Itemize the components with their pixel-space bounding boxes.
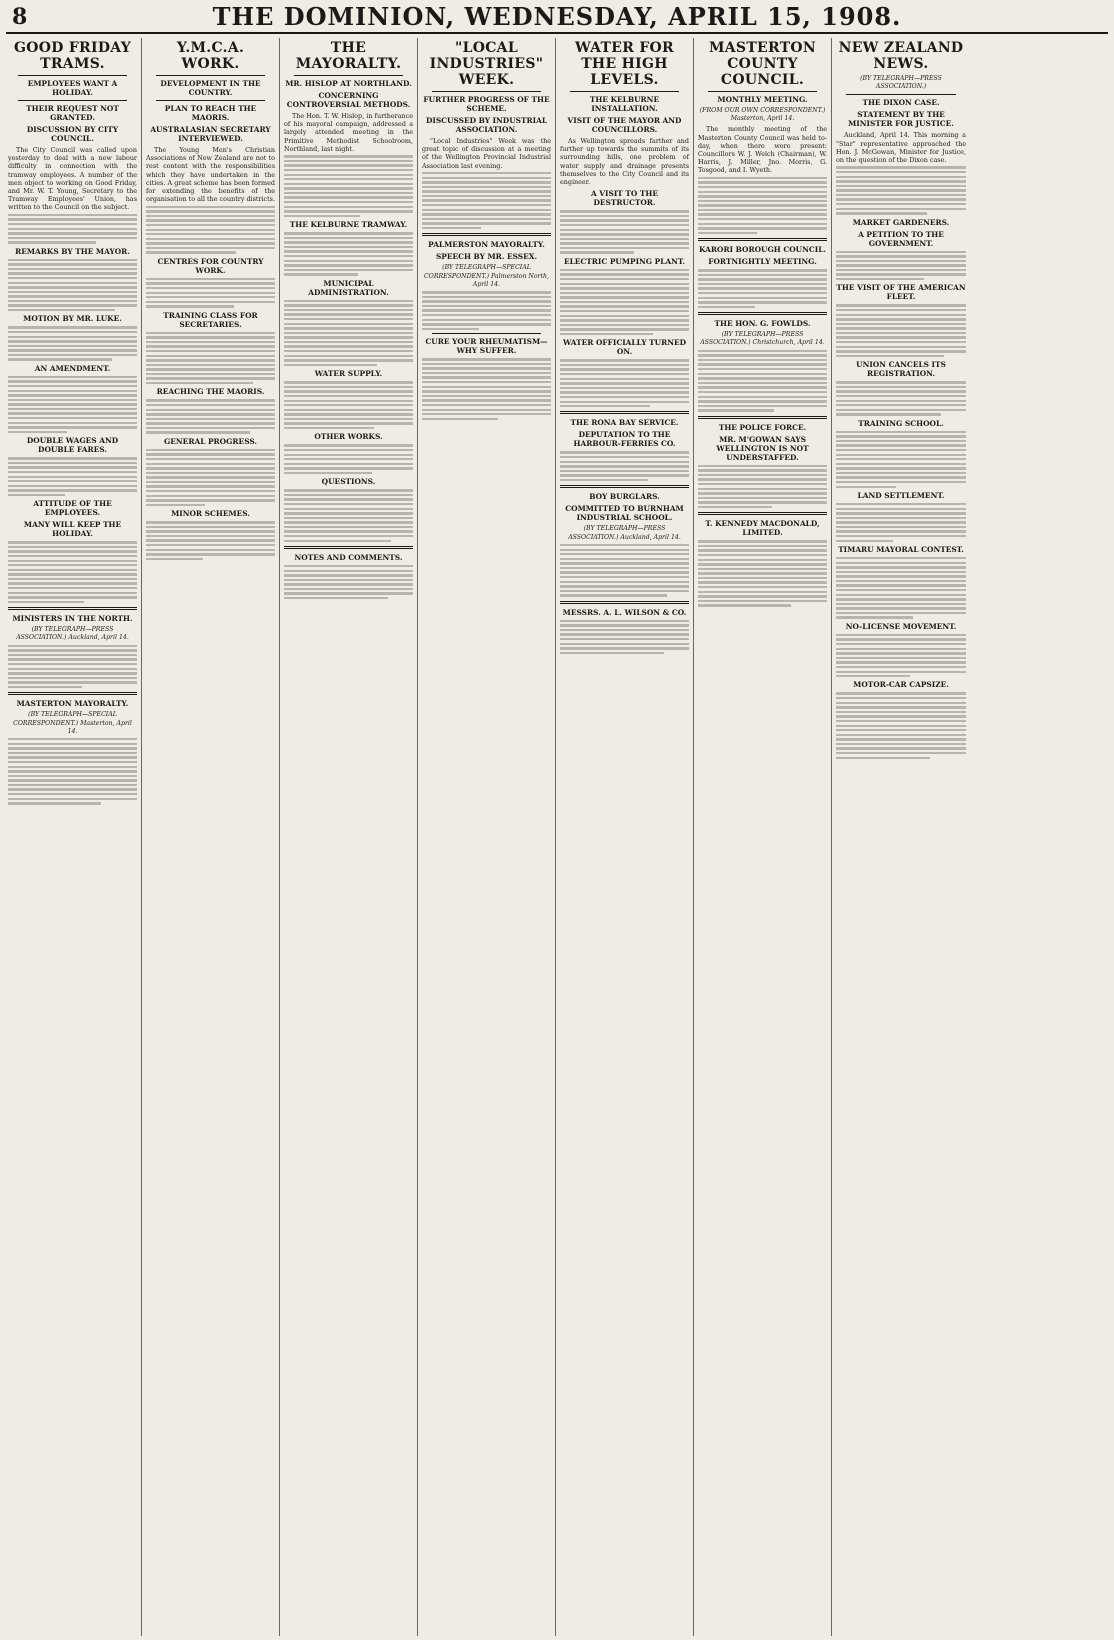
body-text	[836, 304, 966, 357]
body-text	[284, 444, 413, 474]
subheading: DEPUTATION TO THE HARBOUR-FERRIES CO.	[573, 430, 676, 449]
article-lead: Auckland, April 14. This morning a "Star" representative approached the Hon. J. McGowan, Minister for Justice, on the question of the Dixon case.	[836, 131, 966, 165]
subheading: THE KELBURNE TRAMWAY.	[289, 220, 408, 230]
body-text	[698, 465, 827, 509]
column-water-high-levels	[556, 38, 694, 1636]
subheading: FURTHER PROGRESS OF THE SCHEME.	[423, 95, 550, 113]
subheading: NO-LICENSE MOVEMENT.	[845, 621, 957, 631]
body-text	[836, 634, 966, 678]
headline: "LOCAL INDUSTRIES" WEEK.	[429, 40, 544, 88]
subheading: NOTES AND COMMENTS.	[294, 552, 403, 562]
column-ymca-work	[142, 38, 280, 1636]
body-text	[836, 251, 966, 281]
subheading: UNION CANCELS ITS REGISTRATION.	[856, 360, 946, 379]
body-text	[146, 332, 275, 385]
body-text	[560, 451, 689, 481]
body-text	[698, 177, 827, 234]
subheading: THEIR REQUEST NOT GRANTED.	[26, 104, 119, 122]
subheading: AN AMENDMENT.	[34, 363, 111, 373]
subheading: VISIT OF THE MAYOR AND COUNCILLORS.	[567, 116, 682, 134]
subheading: THE RONA BAY SERVICE.	[570, 418, 679, 428]
subheading: MINISTERS IN THE NORTH.	[12, 614, 133, 624]
body-text	[560, 269, 689, 335]
body-text	[560, 359, 689, 407]
subheading: ELECTRIC PUMPING PLANT.	[563, 256, 686, 266]
subheading: A PETITION TO THE GOVERNMENT.	[858, 229, 944, 248]
body-text	[836, 431, 966, 488]
body-text	[146, 399, 275, 433]
subheading: THE DIXON CASE.	[862, 98, 940, 108]
column-masterton-county	[694, 38, 832, 1636]
dateline: (BY TELEGRAPH—SPECIAL CORRESPONDENT.) Palmerston North, April 14.	[424, 264, 549, 288]
body-text	[146, 206, 275, 254]
subheading: QUESTIONS.	[321, 477, 376, 487]
body-text	[698, 540, 827, 606]
subheading: CENTRES FOR COUNTRY WORK.	[157, 256, 264, 275]
headline: THE MAYORALTY.	[295, 40, 402, 72]
subheading: TRAINING SCHOOL.	[858, 418, 944, 428]
subheading: THE KELBURNE INSTALLATION.	[589, 95, 660, 113]
body-text	[836, 381, 966, 415]
body-text	[8, 645, 137, 689]
subheading: T. KENNEDY MACDONALD, LIMITED.	[705, 519, 820, 538]
article-lead: The Young Men's Christian Associations of New Zealand are not to rest content with the responsibilities which they have undertaken in the cities. A great scheme has been formed for extending the benefits of the organisation to all the country districts.	[146, 146, 275, 204]
body-text	[146, 449, 275, 506]
subheading: TRAINING CLASS FOR SECRETARIES.	[163, 310, 258, 329]
article-lead: The City Council was called upon yesterday to deal with a new labour difficulty in connection with the tramway employees. A number of the men object to working on Good Friday, and Mr. W. T. Young, Secretary to the Tramway Employees' Union, has written to the Council on the subject.	[8, 146, 137, 212]
dateline: (BY TELEGRAPH—PRESS ASSOCIATION.) Auckland, April 14.	[568, 525, 681, 541]
column-local-industries	[418, 38, 556, 1636]
subheading: THE VISIT OF THE AMERICAN FLEET.	[836, 283, 966, 302]
subheading: DISCUSSED BY INDUSTRIAL ASSOCIATION.	[425, 116, 548, 134]
body-text	[836, 503, 966, 542]
body-text	[284, 155, 413, 217]
advertisement-heading: CURE YOUR RHEUMATISM—WHY SUFFER.	[425, 337, 548, 356]
body-text	[8, 326, 137, 360]
body-text	[146, 521, 275, 560]
article-lead: The monthly meeting of the Masterton County Council was held to-day, when there were present: Councillors W. J. Welch (Chairman), W. Harris, J. Miller, Jno. Morris, G. Tosgood, and I. Wyeth.	[698, 125, 827, 175]
body-text	[422, 172, 551, 229]
body-text	[560, 620, 689, 654]
article-lead: The Hon. T. W. Hislop, in furtherance of his mayoral campaign, addressed a largely attended meeting in the Primitive Methodist Schoolroom, Northland, last night.	[284, 112, 413, 153]
body-text	[422, 358, 551, 420]
body-text	[422, 291, 551, 330]
subheading: THE HON. G. FOWLDS.	[714, 319, 811, 329]
dateline: (BY TELEGRAPH—SPECIAL CORRESPONDENT.) Masterton, April 14.	[13, 711, 132, 735]
headline: MASTERTON COUNTY COUNCIL.	[708, 40, 817, 88]
headline: Y.M.C.A. WORK.	[176, 40, 245, 72]
page-number: 8	[12, 4, 28, 30]
subheading: THE POLICE FORCE.	[718, 422, 807, 432]
subheading: MOTION BY MR. LUKE.	[23, 314, 122, 324]
subheading: REACHING THE MAORIS.	[156, 387, 265, 397]
subheading: REMARKS BY THE MAYOR.	[15, 246, 130, 256]
subheading: MUNICIPAL ADMINISTRATION.	[308, 278, 389, 297]
body-text	[8, 457, 137, 496]
headline: NEW ZEALAND NEWS.	[838, 40, 964, 72]
subheading: MARKET GARDENERS.	[852, 217, 950, 227]
subheading: DOUBLE WAGES AND DOUBLE FARES.	[26, 436, 119, 455]
subheading: PLAN TO REACH THE MAORIS.	[164, 104, 257, 122]
body-text	[8, 738, 137, 804]
column-new-zealand-news	[832, 38, 970, 1636]
subheading: FORTNIGHTLY MEETING.	[708, 257, 817, 267]
body-text	[284, 565, 413, 599]
subheading: WATER OFFICIALLY TURNED ON.	[562, 338, 687, 357]
subheading: COMMITTED TO BURNHAM INDUSTRIAL SCHOOL.	[565, 504, 684, 523]
body-text	[146, 278, 275, 308]
headline: GOOD FRIDAY TRAMS.	[13, 40, 132, 72]
body-text	[8, 376, 137, 433]
masthead-title: THE DOMINION, WEDNESDAY, APRIL 15, 1908.	[212, 2, 902, 31]
dateline: (BY TELEGRAPH—PRESS ASSOCIATION.)	[860, 75, 942, 91]
subheading: TIMARU MAYORAL CONTEST.	[838, 544, 964, 554]
body-text	[8, 259, 137, 312]
subheading: CONCERNING CONTROVERSIAL METHODS.	[286, 91, 411, 109]
subheading: OTHER WORKS.	[314, 432, 383, 442]
subheading: MR. HISLOP AT NORTHLAND.	[285, 79, 412, 88]
body-text	[836, 166, 966, 214]
subheading: BOY BURGLARS.	[589, 492, 660, 502]
subheading: EMPLOYEES WANT A HOLIDAY.	[27, 79, 118, 97]
subheading: MR. M'GOWAN SAYS WELLINGTON IS NOT UNDERSTAFFED.	[716, 434, 809, 462]
body-text	[284, 300, 413, 366]
subheading: MOTOR-CAR CAPSIZE.	[853, 680, 949, 690]
subheading: MANY WILL KEEP THE HOLIDAY.	[23, 520, 122, 539]
subheading: KARORI BOROUGH COUNCIL.	[699, 245, 826, 255]
body-text	[284, 232, 413, 276]
article-lead: As Wellington spreads farther and further up towards the summits of its surrounding hills, one problem of water supply and drainage presents themselves to the City Council and its engineer.	[560, 137, 689, 187]
subheading: MASTERTON MAYORALTY.	[16, 699, 129, 709]
dateline: (BY TELEGRAPH—PRESS ASSOCIATION.) Christchurch, April 14.	[700, 331, 825, 347]
subheading: PALMERSTON MAYORALTY.	[428, 240, 545, 250]
subheading: LAND SETTLEMENT.	[857, 490, 945, 500]
dateline: (BY TELEGRAPH—PRESS ASSOCIATION.) Auckland, April 14.	[16, 626, 129, 642]
subheading: AUSTRALASIAN SECRETARY INTERVIEWED.	[150, 125, 271, 143]
column-mayoralty	[280, 38, 418, 1636]
body-text	[698, 350, 827, 412]
dateline: (FROM OUR OWN CORRESPONDENT.) Masterton, April 14.	[699, 107, 826, 123]
article-lead: "Local Industries" Week was the great topic of discussion at a meeting of the Wellington Provincial Industrial Association last evening.	[422, 137, 551, 170]
body-text	[284, 381, 413, 429]
headline: WATER FOR THE HIGH LEVELS.	[575, 40, 674, 88]
subheading: DISCUSSION BY CITY COUNCIL.	[26, 125, 119, 143]
columns	[4, 38, 1110, 1636]
body-text	[284, 489, 413, 542]
body-text	[698, 269, 827, 308]
subheading: DEVELOPMENT IN THE COUNTRY.	[160, 79, 261, 97]
body-text	[8, 541, 137, 603]
subheading: A VISIT TO THE DESTRUCTOR.	[591, 189, 658, 208]
subheading: MONTHLY MEETING.	[717, 95, 808, 104]
subheading: MESSRS. A. L. WILSON & CO.	[562, 607, 687, 617]
subheading: STATEMENT BY THE MINISTER FOR JUSTICE.	[848, 110, 954, 129]
subheading: WATER SUPPLY.	[314, 369, 383, 379]
subheading: GENERAL PROGRESS.	[163, 436, 258, 446]
body-text	[836, 557, 966, 619]
column-good-friday-trams	[4, 38, 142, 1636]
body-text	[836, 692, 966, 758]
subheading: SPEECH BY MR. ESSEX.	[435, 252, 538, 262]
body-text	[560, 210, 689, 254]
subheading: ATTITUDE OF THE EMPLOYEES.	[33, 499, 112, 518]
masthead	[6, 2, 1108, 34]
body-text	[8, 214, 137, 244]
subheading: MINOR SCHEMES.	[171, 509, 250, 519]
body-text	[560, 544, 689, 597]
